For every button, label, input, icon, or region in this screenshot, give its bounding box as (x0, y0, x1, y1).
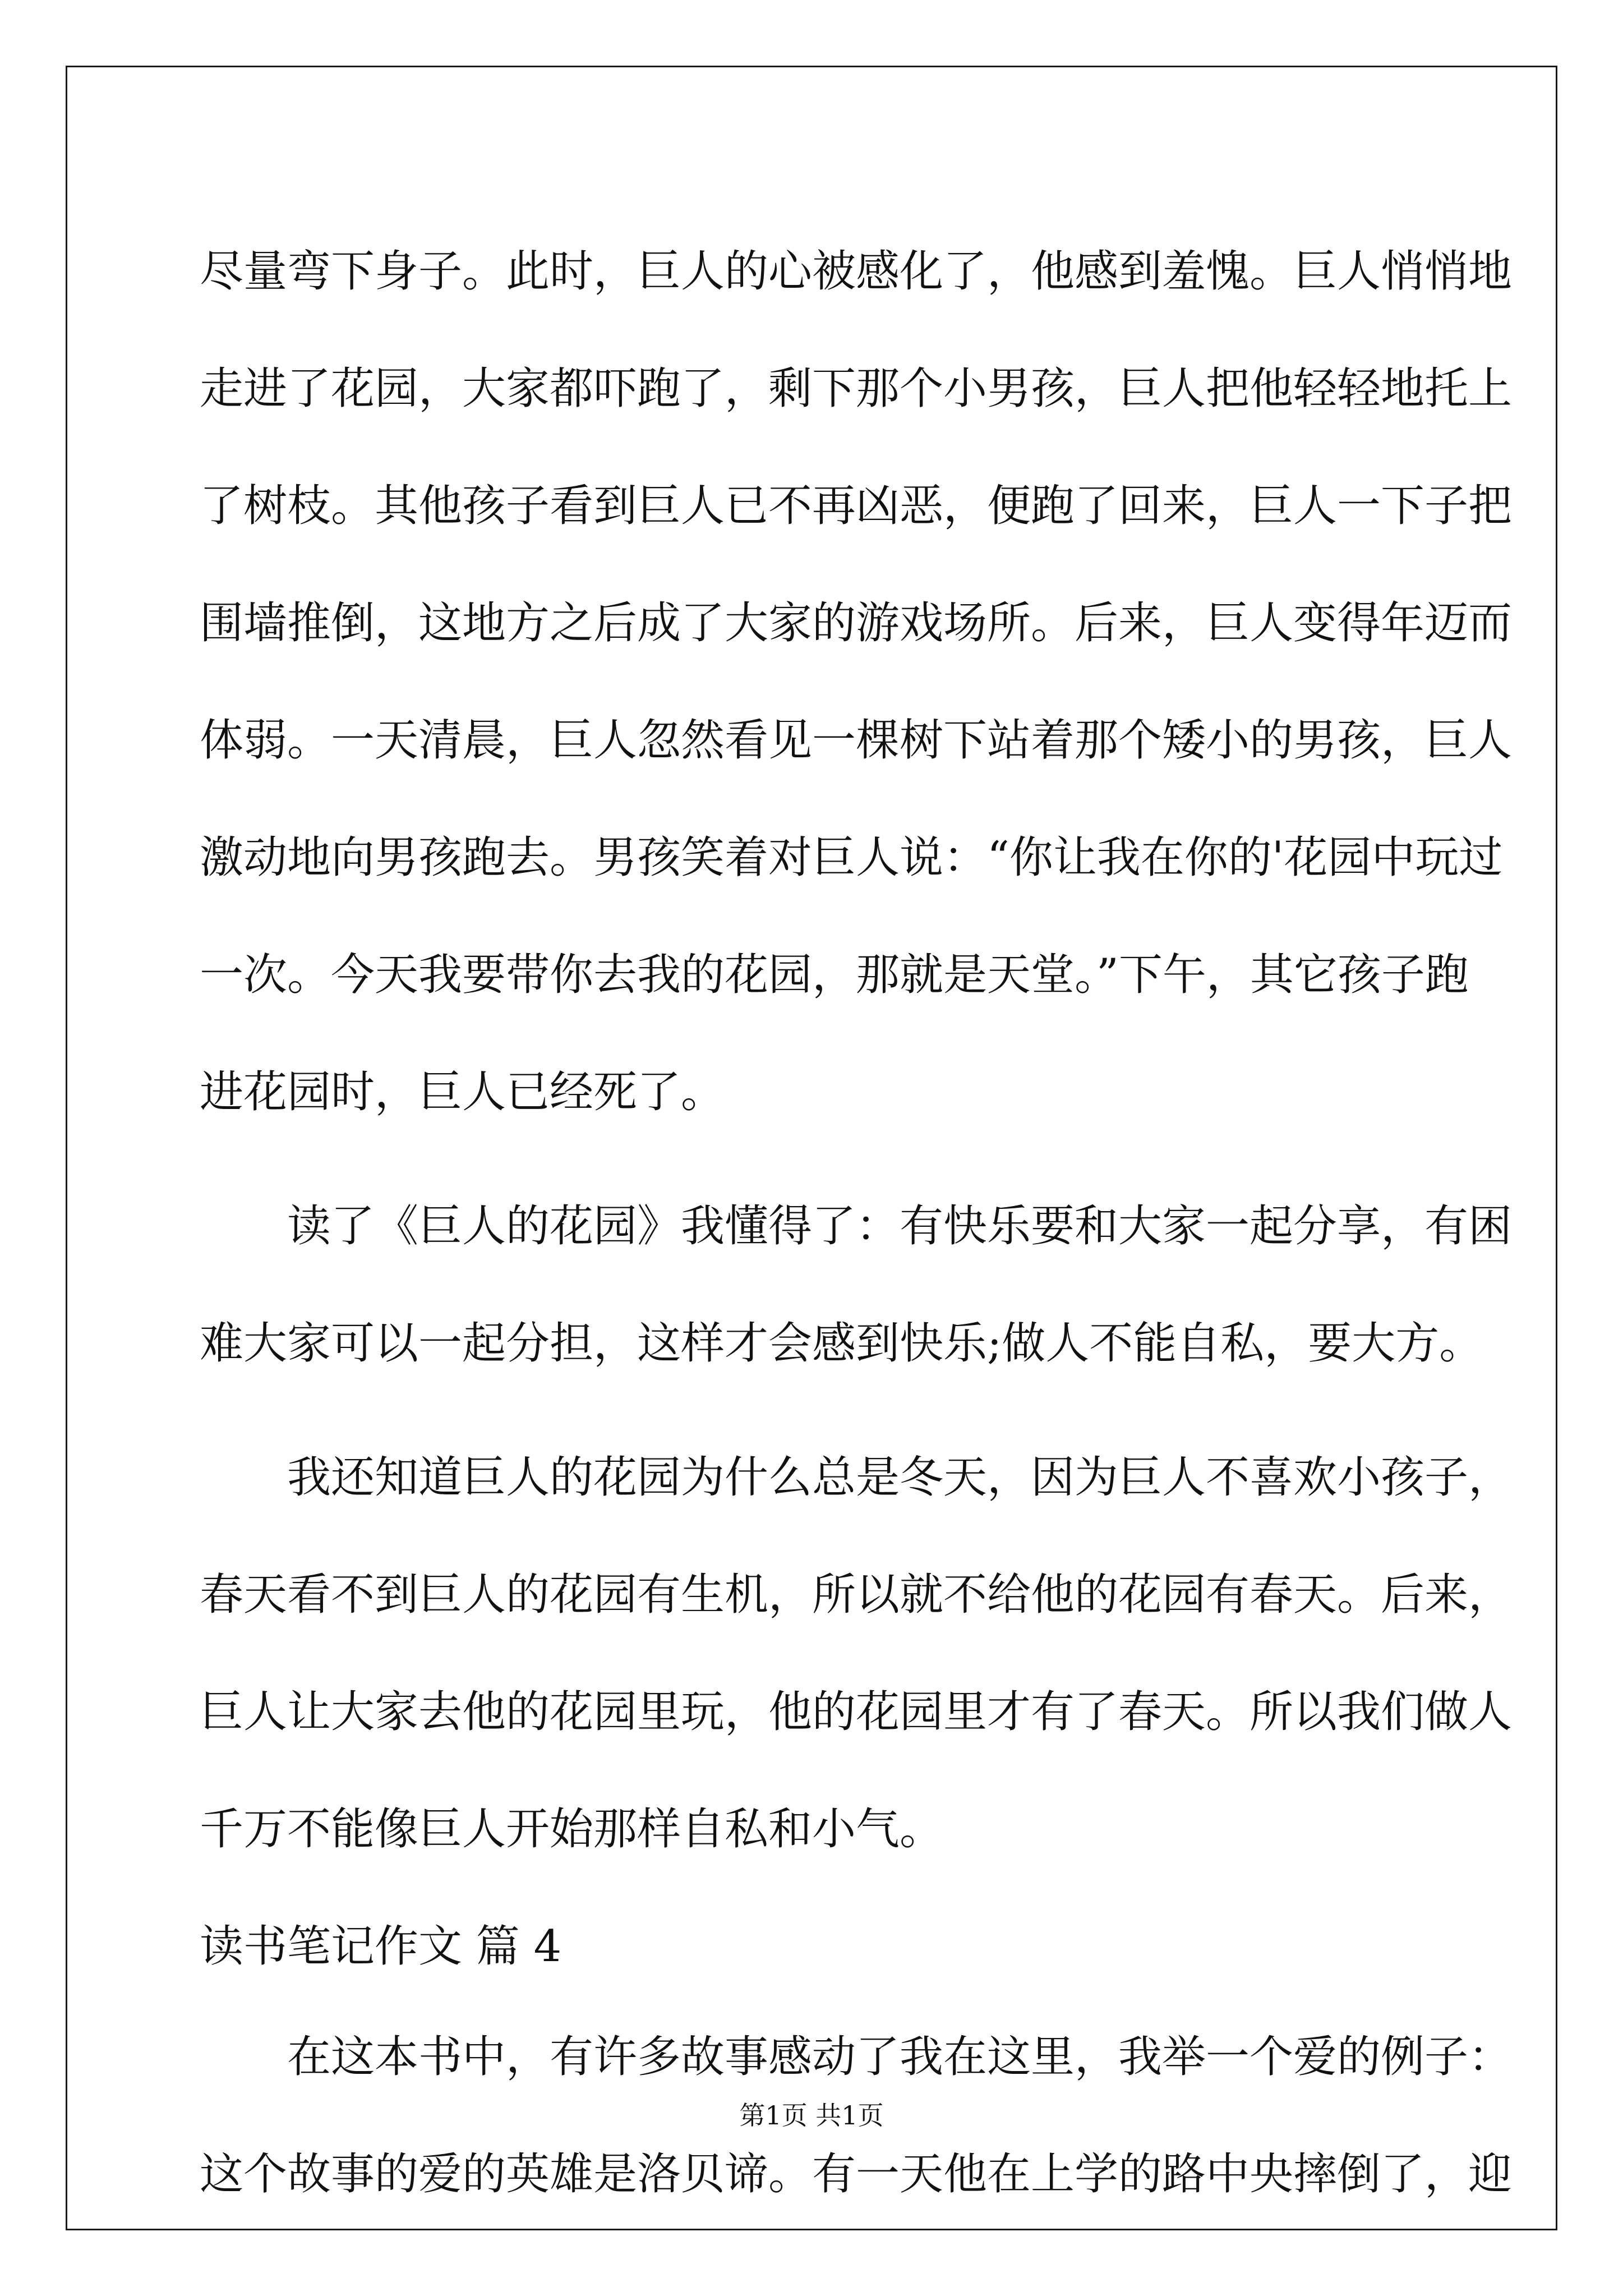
text-line: 我还知道巨人的花园为什么总是冬天，因为巨人不喜欢小孩子， (287, 1452, 1513, 1503)
text-line: 难大家可以一起分担，这样才会感到快乐;做人不能自私，要大方。 (200, 1318, 1483, 1369)
text-line: 这个故事的爱的英雄是洛贝谛。有一天他在上学的路中央摔倒了，迎 (200, 2149, 1513, 2200)
paragraph-gap (200, 1402, 1433, 1419)
text-line: 读了《巨人的花园》我懂得了：有快乐要和大家一起分享，有困 (287, 1201, 1513, 1251)
text-line: 激动地向男孩跑去。男孩笑着对巨人说：“你让我在你的'花园中玩过 (200, 832, 1503, 883)
text-line: 进花园时，巨人已经死了。 (200, 1067, 725, 1117)
section-heading: 读书笔记作文 篇 4 (200, 1921, 562, 1972)
text-line: 围墙推倒，这地方之后成了大家的游戏场所。后来，巨人变得年迈而 (200, 598, 1513, 648)
text-line: 了树枝。其他孩子看到巨人已不再凶恶，便跑了回来，巨人一下子把 (200, 481, 1513, 531)
page-footer: 第1页 共1页 (739, 2100, 884, 2131)
text-line: 在这本书中，有许多故事感动了我在这里，我举一个爱的例子： (287, 2032, 1513, 2082)
text-line: 走进了花园，大家都吓跑了，剩下那个小男孩，巨人把他轻轻地托上 (200, 364, 1513, 414)
paragraph-winter (200, 1419, 1513, 1888)
text-line: 尽量弯下身子。此时，巨人的心被感化了，他感到羞愧。巨人悄悄地 (200, 246, 1513, 297)
paragraph-lesson (200, 1168, 1513, 1402)
paragraph-continuation (200, 213, 1513, 1151)
text-line: 一次。今天我要带你去我的花园，那就是天堂。”下午，其它孩子跑 (200, 950, 1469, 1000)
paragraph-gap (200, 1151, 1433, 1168)
document-body (200, 213, 1513, 2233)
text-line: 巨人让大家去他的花园里玩，他的花园里才有了春天。所以我们做人 (200, 1687, 1513, 1737)
text-line: 千万不能像巨人开始那样自私和小气。 (200, 1804, 944, 1855)
text-line: 体弱。一天清晨，巨人忽然看见一棵树下站着那个矮小的男孩，巨人 (200, 715, 1513, 766)
text-line: 春天看不到巨人的花园有生机，所以就不给他的花园有春天。后来， (200, 1570, 1513, 1620)
